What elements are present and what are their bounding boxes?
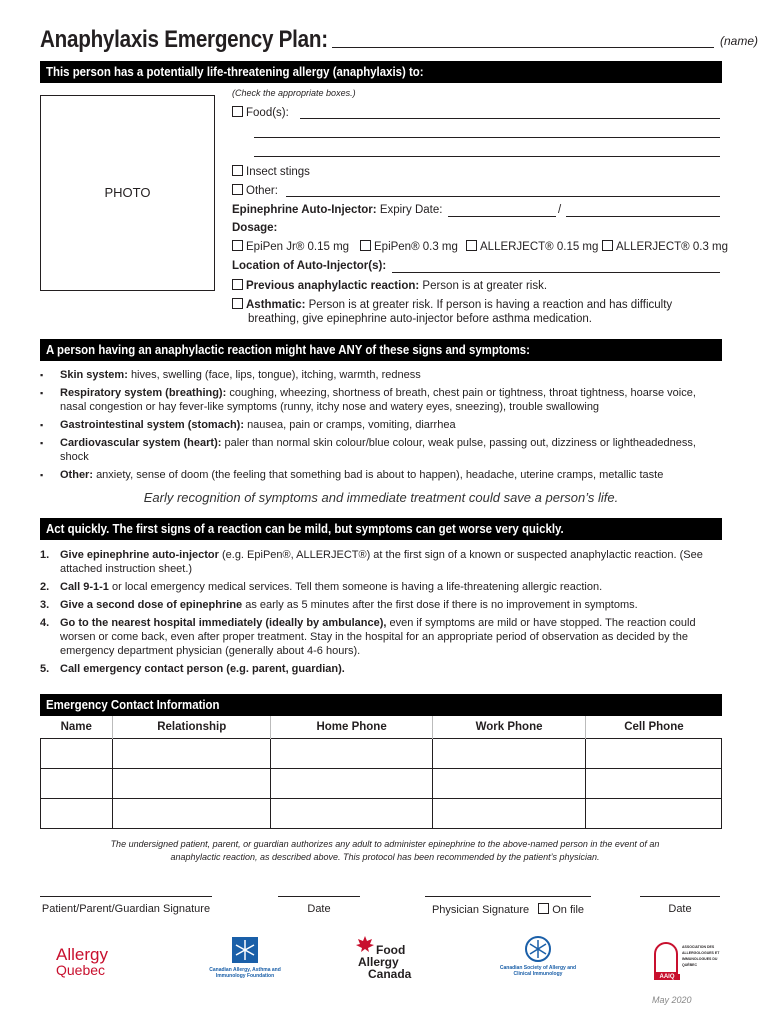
csaci-logo bbox=[498, 936, 578, 988]
expiry-slash: / bbox=[558, 204, 562, 216]
table-row bbox=[41, 738, 722, 768]
table-cell[interactable] bbox=[586, 768, 722, 798]
allergy-quebec-logo bbox=[56, 936, 126, 988]
dose-option-2 bbox=[360, 240, 458, 253]
col-header-relationship: Relationship bbox=[113, 716, 271, 738]
other-row bbox=[232, 184, 278, 197]
aaiq-logo bbox=[654, 936, 722, 988]
epi-row bbox=[232, 204, 442, 216]
dose-option-4 bbox=[602, 240, 728, 253]
other-line[interactable] bbox=[286, 196, 720, 197]
act-section-bar bbox=[40, 518, 722, 540]
on-file-label: On file bbox=[552, 904, 585, 916]
previous-label: Previous anaphylactic reaction: bbox=[246, 280, 420, 292]
list-item: 5. Call emergency contact person (e.g. parent, guardian). bbox=[40, 663, 345, 675]
table-cell[interactable] bbox=[586, 738, 722, 768]
location-line[interactable] bbox=[392, 272, 720, 273]
table-cell[interactable] bbox=[113, 768, 271, 798]
list-item: 4. Go to the nearest hospital immediately (ideally by ambulance), even if symptoms are mild or have stopped. The reaction could worsen or come back, even after proper treatment. Stay in the hospital for an appropriate period of observation as decided by the emergency department physician (generally about 4-6 hours). bbox=[40, 617, 696, 657]
caaif-logo bbox=[200, 936, 290, 988]
table-cell[interactable] bbox=[432, 768, 586, 798]
sponsor-logos bbox=[40, 936, 722, 988]
foods-row bbox=[232, 106, 289, 119]
csaci-text: Canadian Society of Allergy and Clinical Immunology bbox=[499, 965, 577, 977]
table-cell[interactable] bbox=[41, 738, 113, 768]
dose-label: ALLERJECT® 0.3 mg bbox=[616, 241, 729, 253]
contact-section-title: Emergency Contact Information bbox=[46, 697, 220, 712]
dose-checkbox[interactable] bbox=[466, 240, 477, 251]
insect-checkbox[interactable] bbox=[232, 165, 243, 176]
allergy-quebec-text: Allergy bbox=[56, 945, 108, 964]
foods-line-3[interactable] bbox=[254, 156, 720, 157]
foods-line-1[interactable] bbox=[300, 118, 720, 119]
asthma-text-2: breathing, give epinephrine auto-injector before asthma medication. bbox=[248, 313, 592, 325]
other-label: Other: bbox=[246, 185, 278, 197]
physician-signature-label: Physician Signature bbox=[431, 904, 530, 916]
on-file-checkbox[interactable] bbox=[538, 903, 549, 914]
table-cell[interactable] bbox=[271, 738, 432, 768]
dose-option-3 bbox=[466, 240, 598, 253]
insect-label: Insect stings bbox=[246, 166, 310, 178]
table-cell[interactable] bbox=[432, 738, 586, 768]
location-label: Location of Auto-Injector(s): bbox=[232, 260, 387, 272]
list-item: ▪ Respiratory system (breathing): coughing, wheezing, shortness of breath, chest pain or tightness, throat tightness, hoarse voice, nasal congestion or hay fever-like symptoms (runny, itchy nose and watery eyes, sneezing), trouble swallowing bbox=[40, 386, 722, 414]
expiry-month-line[interactable] bbox=[448, 216, 556, 217]
asthma-checkbox[interactable] bbox=[232, 298, 243, 309]
table-cell[interactable] bbox=[113, 738, 271, 768]
dose-checkbox[interactable] bbox=[602, 240, 613, 251]
act-section-title: Act quickly. The first signs of a reaction can be mild, but symptoms can get worse very quickly. bbox=[46, 521, 564, 536]
aaiq-text: ASSOCIATION DES ALLERGOLOGUES ET IMMUNOLOGUES DU QUÉBEC bbox=[682, 945, 720, 967]
snowflake-icon bbox=[231, 936, 259, 964]
expiry-label: Expiry Date: bbox=[379, 204, 443, 216]
early-recognition-note: Early recognition of symptoms and immediate treatment could save a person’s life. bbox=[143, 490, 619, 505]
title-row bbox=[40, 24, 759, 56]
expiry-year-line[interactable] bbox=[566, 216, 720, 217]
list-item: 2. Call 9-1-1 or local emergency medical services. Tell them someone is having a life-threatening allergic reaction. bbox=[40, 581, 603, 593]
patient-signature-line[interactable] bbox=[40, 896, 212, 915]
dose-option-1 bbox=[232, 240, 349, 253]
allergy-section-bar bbox=[40, 61, 722, 83]
photo-label: PHOTO bbox=[104, 185, 151, 200]
table-row bbox=[41, 768, 722, 798]
other-checkbox[interactable] bbox=[232, 184, 243, 195]
insect-row bbox=[232, 165, 310, 178]
list-item: ▪ Cardiovascular system (heart): paler than normal skin colour/blue colour, weak pulse, passing out, dizziness or lightheadedness, shock bbox=[40, 436, 722, 464]
table-cell[interactable] bbox=[432, 798, 586, 828]
caaif-text: Canadian Allergy, Asthma and Immunology Foundation bbox=[209, 967, 281, 979]
col-header-home-phone: Home Phone bbox=[271, 716, 432, 738]
dose-checkbox[interactable] bbox=[360, 240, 371, 251]
maple-leaf-icon bbox=[356, 936, 374, 952]
signs-section-bar bbox=[40, 339, 722, 361]
list-item: ▪ Skin system: hives, swelling (face, lips, tongue), itching, warmth, redness bbox=[40, 368, 722, 382]
dose-label: EpiPen® 0.3 mg bbox=[374, 241, 458, 253]
dose-label: ALLERJECT® 0.15 mg bbox=[480, 241, 599, 253]
table-header-row bbox=[41, 716, 722, 738]
table-cell[interactable] bbox=[113, 798, 271, 828]
aaiq-emblem bbox=[654, 942, 678, 974]
fac-text: Canada bbox=[368, 967, 412, 981]
list-item: 1. Give epinephrine auto-injector (e.g. EpiPen®, ALLERJECT®) at the first sign of a known or suspected anaphylactic reaction. (See attached instruction sheet.) bbox=[40, 549, 703, 575]
epi-label: Epinephrine Auto-Injector: bbox=[232, 204, 377, 216]
col-header-cell-phone: Cell Phone bbox=[586, 716, 722, 738]
table-row bbox=[41, 798, 722, 828]
dosage-label: Dosage: bbox=[232, 222, 278, 234]
date-line-1[interactable] bbox=[278, 896, 360, 915]
list-item: ▪ Gastrointestinal system (stomach): nausea, pain or cramps, vomiting, diarrhea bbox=[40, 418, 722, 432]
date-line-2[interactable] bbox=[640, 896, 720, 915]
foods-checkbox[interactable] bbox=[232, 106, 243, 117]
dose-checkbox[interactable] bbox=[232, 240, 243, 251]
table-cell[interactable] bbox=[41, 768, 113, 798]
table-cell[interactable] bbox=[586, 798, 722, 828]
table-cell[interactable] bbox=[271, 768, 432, 798]
fac-text: Food bbox=[376, 943, 406, 957]
photo-box[interactable] bbox=[40, 95, 215, 291]
foods-line-2[interactable] bbox=[254, 137, 720, 138]
table-cell[interactable] bbox=[41, 798, 113, 828]
list-item: 3. Give a second dose of epinephrine as early as 5 minutes after the first dose if there is no improvement in symptoms. bbox=[40, 599, 638, 611]
footer-date: May 2020 bbox=[652, 995, 692, 1005]
date-label: Date bbox=[668, 903, 692, 915]
action-steps bbox=[40, 548, 722, 680]
foods-label: Food(s): bbox=[246, 107, 289, 119]
allergy-quebec-text: Quebec bbox=[56, 962, 106, 978]
col-header-name: Name bbox=[60, 720, 92, 733]
patient-signature-label: Patient/Parent/Guardian Signature bbox=[41, 903, 211, 915]
contact-section-bar bbox=[40, 694, 722, 716]
symptom-list bbox=[40, 368, 722, 486]
food-allergy-canada-logo bbox=[350, 936, 420, 988]
table-cell[interactable] bbox=[271, 798, 432, 828]
dose-label: EpiPen Jr® 0.15 mg bbox=[246, 241, 350, 253]
aaiq-mark-text: AAIQ bbox=[654, 974, 680, 980]
contact-table bbox=[40, 716, 722, 829]
check-hint: (Check the appropriate boxes.) bbox=[232, 88, 356, 98]
previous-checkbox[interactable] bbox=[232, 279, 243, 290]
physician-signature-line[interactable] bbox=[425, 896, 591, 916]
asthma-label: Asthmatic: bbox=[246, 299, 306, 311]
name-field-line[interactable] bbox=[332, 47, 714, 48]
page-title: Anaphylaxis Emergency Plan: bbox=[40, 26, 328, 53]
asthma-row bbox=[232, 298, 672, 311]
asthma-text: Person is at greater risk. If person is having a reaction and has difficulty bbox=[308, 299, 673, 311]
list-item: ▪ Other: anxiety, sense of doom (the feeling that something bad is about to happen), headache, uterine cramps, metallic taste bbox=[40, 468, 722, 482]
date-label: Date bbox=[307, 903, 331, 915]
previous-row bbox=[232, 279, 547, 292]
signs-section-title: A person having an anaphylactic reaction might have ANY of these signs and symptoms: bbox=[46, 342, 530, 357]
name-label: (name) bbox=[720, 34, 759, 48]
allergy-section-title: This person has a potentially life-threatening allergy (anaphylaxis) to: bbox=[46, 64, 424, 79]
col-header-work-phone: Work Phone bbox=[432, 716, 586, 738]
authorization-statement: The undersigned patient, parent, or guardian authorizes any adult to administer epinephrine to the above-named person in the event of an anaphylactic reaction, as described above. This protocol has been recommended by the patient’s physician. bbox=[110, 839, 660, 862]
snowflake-icon bbox=[525, 936, 551, 962]
previous-text: Person is at greater risk. bbox=[422, 280, 548, 292]
fac-text: Allergy bbox=[358, 955, 399, 969]
